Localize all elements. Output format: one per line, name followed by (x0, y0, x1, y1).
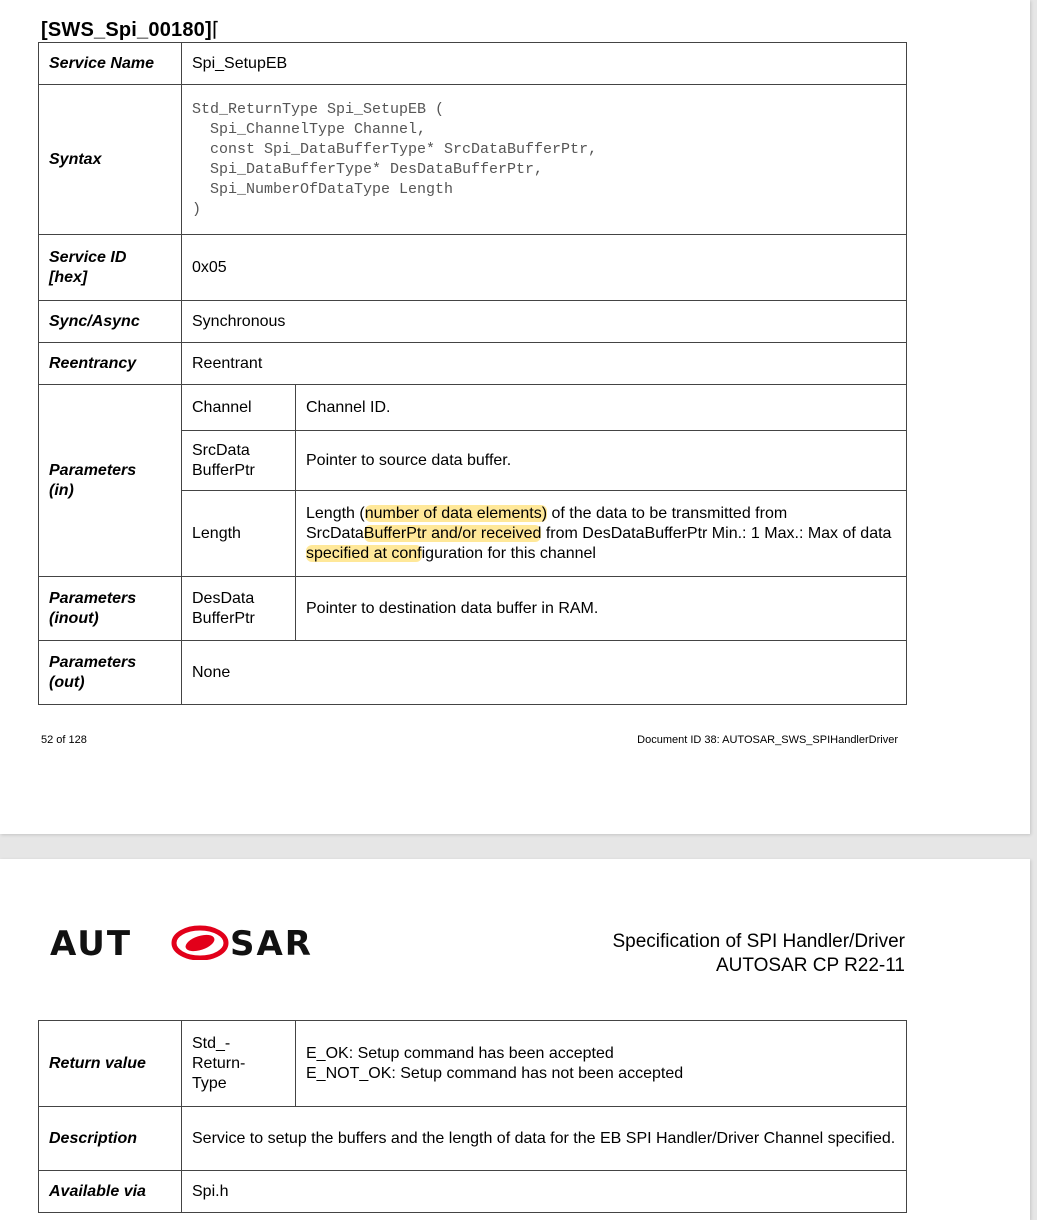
param-name-length: Length (182, 491, 296, 577)
label-return-value: Return value (39, 1021, 182, 1107)
api-spec-table-continued (38, 1020, 907, 1213)
label-params-out: Parameters (out) (39, 641, 182, 705)
value-params-out: None (182, 641, 907, 705)
label-syntax: Syntax (39, 85, 182, 235)
syntax-code: Std_ReturnType Spi_SetupEB ( Spi_ChannelType Channel, const Spi_DataBufferType* SrcDataBufferPtr, Spi_DataBufferType* DesDataBufferPtr, Spi_NumberOfDataType Length ) (182, 85, 907, 235)
autosar-logo (50, 924, 350, 960)
svg-text:AUT: AUT (50, 924, 133, 960)
value-service-name: Spi_SetupEB (182, 43, 907, 85)
value-service-id: 0x05 (182, 235, 907, 301)
label-description: Description (39, 1107, 182, 1171)
label-service-name: Service Name (39, 43, 182, 85)
row-sync (39, 301, 907, 343)
row-syntax (39, 85, 907, 235)
label-params-inout: Parameters (inout) (39, 577, 182, 641)
return-desc: E_OK: Setup command has been accepted E_NOT_OK: Setup command has not been accepted (296, 1021, 907, 1107)
param-name-des: DesData BufferPtr (182, 577, 296, 641)
value-description: Service to setup the buffers and the length of data for the EB SPI Handler/Driver Channel specified. (182, 1107, 907, 1171)
header-title: Specification of SPI Handler/Driver (612, 931, 905, 952)
row-available-via (39, 1171, 907, 1213)
label-reentrancy: Reentrancy (39, 343, 182, 385)
api-spec-table (38, 42, 907, 705)
return-type: Std_- Return- Type (182, 1021, 296, 1107)
value-reentrancy: Reentrant (182, 343, 907, 385)
row-params-out (39, 641, 907, 705)
row-service-name (39, 43, 907, 85)
highlight-2: BufferPtr and/or received (363, 524, 542, 542)
param-name-src: SrcData BufferPtr (182, 431, 296, 491)
highlight-3: specified at conf (306, 544, 422, 562)
row-params-inout (39, 577, 907, 641)
footer-document-id: Document ID 38: AUTOSAR_SWS_SPIHandlerDriver (637, 734, 898, 746)
requirement-id: [SWS_Spi_00180]⌈ (41, 19, 220, 41)
row-service-id (39, 235, 907, 301)
row-param-channel (39, 385, 907, 431)
label-available-via: Available via (39, 1171, 182, 1213)
param-desc-des: Pointer to destination data buffer in RAM. (296, 577, 907, 641)
value-sync: Synchronous (182, 301, 907, 343)
param-desc-channel: Channel ID. (296, 385, 907, 431)
param-desc-length: Length (number of data elements) of the data to be transmitted from SrcDataBufferPtr and/or received from DesDataBufferPtr Min.: 1 Max.: Max of data specified at configuration for this channel (296, 491, 907, 577)
svg-text:SAR: SAR (230, 924, 313, 960)
highlight-1: number of data elements) (364, 504, 548, 522)
label-params-in: Parameters (in) (39, 385, 182, 577)
row-return-value (39, 1021, 907, 1107)
header-release: AUTOSAR CP R22-11 (715, 955, 905, 976)
value-available-via: Spi.h (182, 1171, 907, 1213)
footer-page-number: 52 of 128 (41, 734, 87, 746)
label-sync: Sync/Async (39, 301, 182, 343)
row-description (39, 1107, 907, 1171)
param-name-channel: Channel (182, 385, 296, 431)
label-service-id: Service ID [hex] (39, 235, 182, 301)
row-reentrancy (39, 343, 907, 385)
param-desc-src: Pointer to source data buffer. (296, 431, 907, 491)
